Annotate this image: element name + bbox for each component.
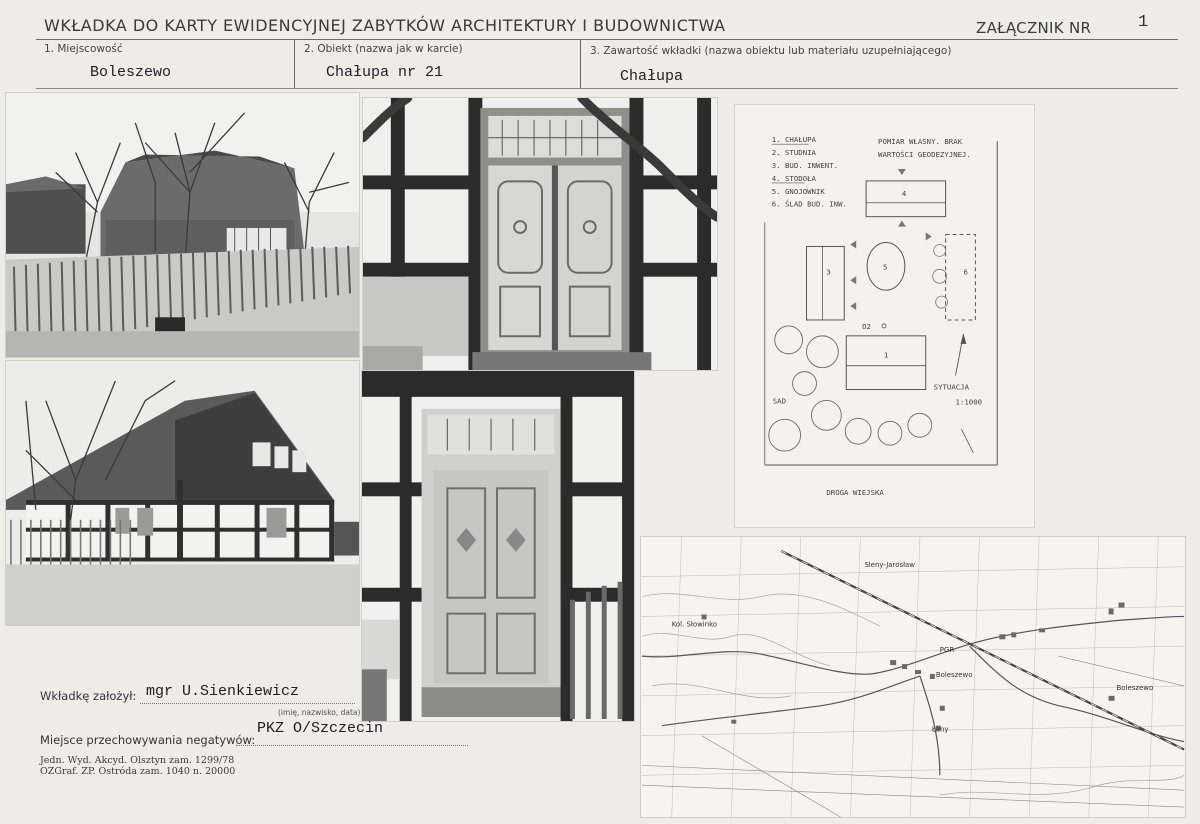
legend-item-5: 5. GNOJOWNIK <box>771 186 825 196</box>
legend-item-1: 1. CHAŁUPA <box>771 135 816 145</box>
created-by-value: mgr U.Sienkiewicz <box>146 683 300 700</box>
field-label-object: 2. Obiekt (nazwa jak w karcie) <box>304 43 463 55</box>
field-label-contents: 3. Zawartość wkładki (nazwa obiektu lub materiału uzupełniającego) <box>590 45 952 57</box>
plan-note-line2: WARTOŚCI GEODEZYJNEJ. <box>878 150 971 160</box>
plan-road-label: DROGA WIEJSKA <box>826 487 884 497</box>
topographic-map <box>640 536 1186 818</box>
plan-building-1: 1 <box>884 350 889 360</box>
photo-double-door <box>362 97 718 371</box>
annex-number: 1 <box>1138 13 1149 32</box>
map-label-boleszewo-east: Boleszewo <box>1116 683 1154 692</box>
plan-orchard-label: SAD <box>772 396 787 406</box>
plan-scale-label: 1:1000 <box>955 397 983 407</box>
printer-imprint <box>40 755 235 777</box>
legend-item-2: 2. STUDNIA <box>771 148 816 158</box>
map-label-lany: Łany <box>931 725 949 734</box>
photo-single-door <box>361 370 635 722</box>
situation-plan <box>734 104 1035 528</box>
field-divider-1 <box>294 40 295 88</box>
header-rule <box>36 39 1178 40</box>
legend-item-3: 3. BUD. INWENT. <box>771 160 839 170</box>
field-value-object: Chałupa nr 21 <box>326 64 444 81</box>
map-label-boleszewo: Boleszewo <box>935 671 973 679</box>
photo-half-timbered-house <box>5 360 360 626</box>
legend-item-6: 6. ŚLAD BUD. INW. <box>771 199 847 209</box>
fields-bottom-rule <box>36 88 1178 89</box>
created-by-hint: (imię, nazwisko, data) <box>278 708 361 717</box>
plan-situation-label: SYTUACJA <box>933 382 970 392</box>
plan-well-label: O2 <box>862 321 871 331</box>
photo-house-fence <box>5 92 360 358</box>
plan-note-line1: POMIAR WŁASNY. BRAK <box>878 137 963 147</box>
negatives-storage-value: PKZ O/Szczecin <box>257 720 384 737</box>
plan-building-4: 4 <box>901 188 907 198</box>
plan-building-6: 6 <box>963 267 968 277</box>
created-by-label: Wkładkę założył: <box>40 689 137 703</box>
printer-line-1: Jedn. Wyd. Akcyd. Olsztyn zam. 1299/78 <box>40 755 235 766</box>
field-value-contents: Chałupa <box>620 68 684 85</box>
plan-building-3: 3 <box>826 267 831 277</box>
map-label-sleny-jaroslaw: Sleny-Jarosław <box>864 560 915 569</box>
created-by-line <box>140 703 355 704</box>
map-label-pgr: PGR <box>939 646 955 655</box>
negatives-storage-line <box>236 745 468 746</box>
map-label-kol-slowinko: Kol. Słowinko <box>671 620 718 629</box>
annex-label: ZAŁĄCZNIK NR <box>976 19 1092 37</box>
sheet-title: WKŁADKA DO KARTY EWIDENCYJNEJ ZABYTKÓW ARCHITEKTURY I BUDOWNICTWA <box>44 16 726 35</box>
plan-legend <box>772 135 847 209</box>
printer-line-2: OZGraf. ZP. Ostróda zam. 1040 n. 20000 <box>40 766 236 777</box>
legend-item-4: 4. STODOŁA <box>771 173 816 183</box>
negatives-storage-label: Miejsce przechowywania negatywów: <box>40 733 256 747</box>
plan-building-5: 5 <box>883 262 888 272</box>
field-divider-2 <box>580 40 581 88</box>
field-value-locality: Boleszewo <box>90 64 172 81</box>
field-label-locality: 1. Miejscowość <box>44 43 123 55</box>
